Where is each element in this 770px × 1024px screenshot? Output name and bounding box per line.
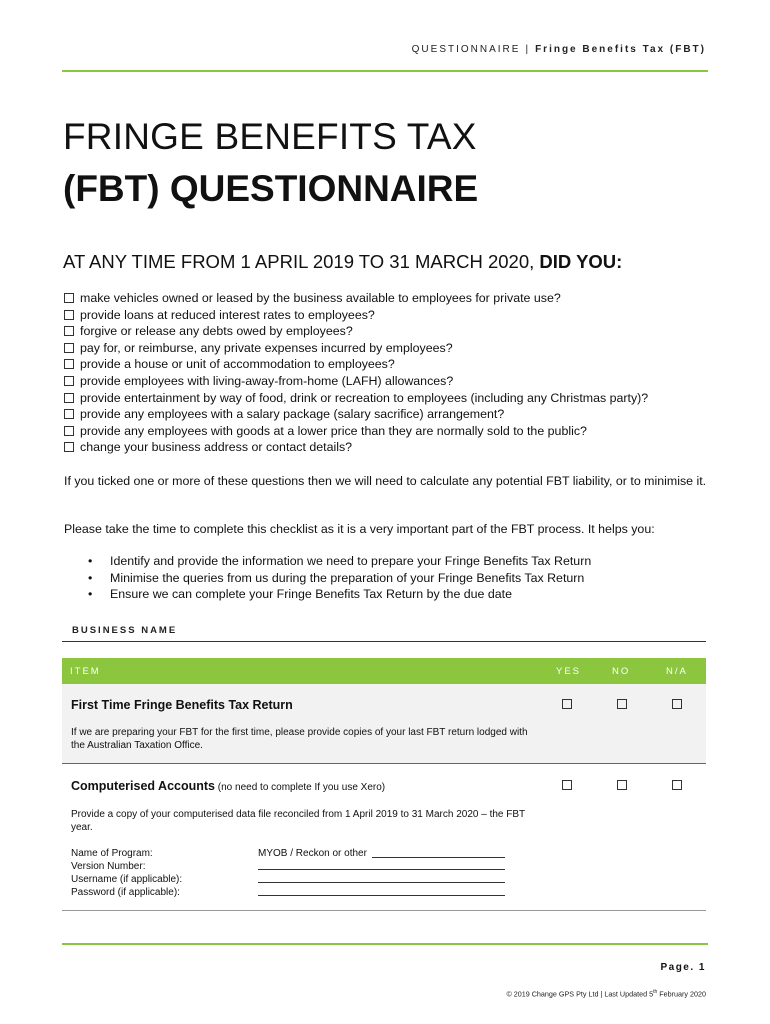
checklist-item-text: provide loans at reduced interest rates to employees? [80, 307, 375, 322]
version-label: Version Number: [71, 861, 146, 872]
header-title: Fringe Benefits Tax (FBT) [535, 44, 706, 55]
col-na-header: N/A [666, 666, 688, 677]
page-title-line2: (FBT) QUESTIONNAIRE [63, 168, 479, 209]
username-label: Username (if applicable): [71, 874, 183, 885]
program-value: MYOB / Reckon or other [258, 848, 367, 859]
business-name-label: BUSINESS NAME [72, 625, 178, 636]
subheading-emphasis: DID YOU: [539, 251, 623, 272]
program-label: Name of Program: [71, 848, 153, 859]
checkbox-icon[interactable] [64, 310, 74, 320]
checklist-item-text: provide a house or unit of accommodation to employees? [80, 357, 395, 372]
checklist-item-text: provide employees with living-away-from-home (LAFH) allowances? [80, 373, 454, 388]
row-divider [62, 763, 706, 764]
checklist-item[interactable] [64, 307, 648, 324]
col-no-header: NO [612, 666, 631, 677]
checkbox-icon[interactable] [64, 343, 74, 353]
no-checkbox[interactable] [617, 780, 627, 790]
header-label: QUESTIONNAIRE [411, 44, 521, 55]
intro-paragraph: Please take the time to complete this checklist as it is a very important part of the FBT process. It helps you: [64, 522, 655, 536]
password-field[interactable] [258, 895, 505, 896]
username-field[interactable] [258, 882, 505, 883]
checkbox-icon[interactable] [64, 326, 74, 336]
checklist-item[interactable] [64, 356, 648, 373]
footer-divider [62, 943, 708, 945]
checkbox-icon[interactable] [64, 293, 74, 303]
checklist-item[interactable] [64, 439, 648, 456]
bullet-icon: • [88, 554, 93, 568]
row-title-text: Computerised Accounts [71, 779, 216, 793]
table-header [62, 658, 706, 684]
bullet-icon: • [88, 570, 93, 585]
col-yes-header: YES [556, 666, 582, 677]
checklist-item[interactable] [64, 340, 648, 357]
row-description: Provide a copy of your computerised data file reconciled from 1 April 2019 to 31 March 2020 – the FBT year. [71, 809, 525, 833]
bullet-icon: • [88, 587, 93, 601]
checklist-item-text: pay for, or reimburse, any private expenses incurred by employees? [80, 340, 453, 355]
list-item [88, 553, 591, 570]
page-title-line1: FRINGE BENEFITS TAX [63, 116, 477, 157]
checkbox-icon[interactable] [64, 442, 74, 452]
date-superscript: th [653, 989, 658, 995]
checklist-item-text: forgive or release any debts owed by employees? [80, 324, 353, 339]
running-header [412, 44, 706, 55]
no-checkbox[interactable] [617, 699, 627, 709]
col-item-header: ITEM [70, 666, 101, 677]
subheading-text: AT ANY TIME FROM 1 APRIL 2019 TO 31 MARCH 2020, [63, 251, 540, 272]
checkbox-icon[interactable] [64, 359, 74, 369]
checkbox-icon[interactable] [64, 426, 74, 436]
checklist-item-text: provide entertainment by way of food, drink or recreation to employees (including any Christmas party)? [80, 390, 649, 405]
ticked-paragraph: If you ticked one or more of these questions then we will need to calculate any potential FBT liability, or to minimise it. [64, 474, 707, 488]
na-checkbox[interactable] [672, 780, 682, 790]
benefits-list [88, 553, 591, 603]
row-title: First Time Fringe Benefits Tax Return [71, 698, 293, 712]
checkbox-icon[interactable] [64, 393, 74, 403]
checklist-item[interactable] [64, 406, 648, 423]
checklist-item[interactable] [64, 390, 648, 407]
row-title-note: (no need to complete If you use Xero) [215, 782, 386, 793]
period-subheading [63, 251, 622, 273]
version-field[interactable] [258, 869, 505, 870]
checkbox-icon[interactable] [64, 409, 74, 419]
checklist-item[interactable] [64, 423, 648, 440]
account-field-labels [71, 847, 182, 899]
header-divider [62, 70, 708, 72]
copyright-text: © 2019 Change GPS Pty Ltd | Last Updated 5 [506, 989, 654, 999]
row-title [71, 779, 385, 793]
footer-copyright [506, 989, 706, 998]
row-divider [62, 910, 706, 911]
checklist-item-text: change your business address or contact details? [80, 440, 353, 455]
list-item-text: Minimise the queries from us during the preparation of your Fringe Benefits Tax Return [110, 570, 585, 585]
checklist-item[interactable] [64, 373, 648, 390]
checklist-item[interactable] [64, 323, 648, 340]
na-checkbox[interactable] [672, 699, 682, 709]
yes-checkbox[interactable] [562, 699, 572, 709]
list-item-text: Identify and provide the information we need to prepare your Fringe Benefits Tax Return [110, 554, 592, 568]
yes-checkbox[interactable] [562, 780, 572, 790]
password-label: Password (if applicable): [71, 887, 180, 898]
page-number: Page. 1 [660, 962, 706, 973]
checkbox-icon[interactable] [64, 376, 74, 386]
header-separator: | [525, 44, 531, 55]
list-item [88, 586, 591, 603]
list-item-text: Ensure we can complete your Fringe Benefits Tax Return by the due date [110, 587, 513, 601]
checklist-item[interactable] [64, 290, 648, 307]
row-description: If we are preparing your FBT for the first time, please provide copies of your last FBT return lodged with the Australian Taxation Office. [71, 727, 528, 751]
business-name-field[interactable] [62, 641, 706, 642]
checklist-item-text: provide any employees with goods at a lower price than they are normally sold to the public? [80, 423, 587, 438]
list-item [88, 570, 591, 587]
checklist-item-text: provide any employees with a salary package (salary sacrifice) arrangement? [80, 407, 505, 422]
program-field[interactable] [372, 857, 505, 858]
checklist-item-text: make vehicles owned or leased by the business available to employees for private use? [80, 291, 561, 305]
date-rest: February 2020 [657, 989, 706, 999]
fbt-checklist [64, 290, 648, 456]
